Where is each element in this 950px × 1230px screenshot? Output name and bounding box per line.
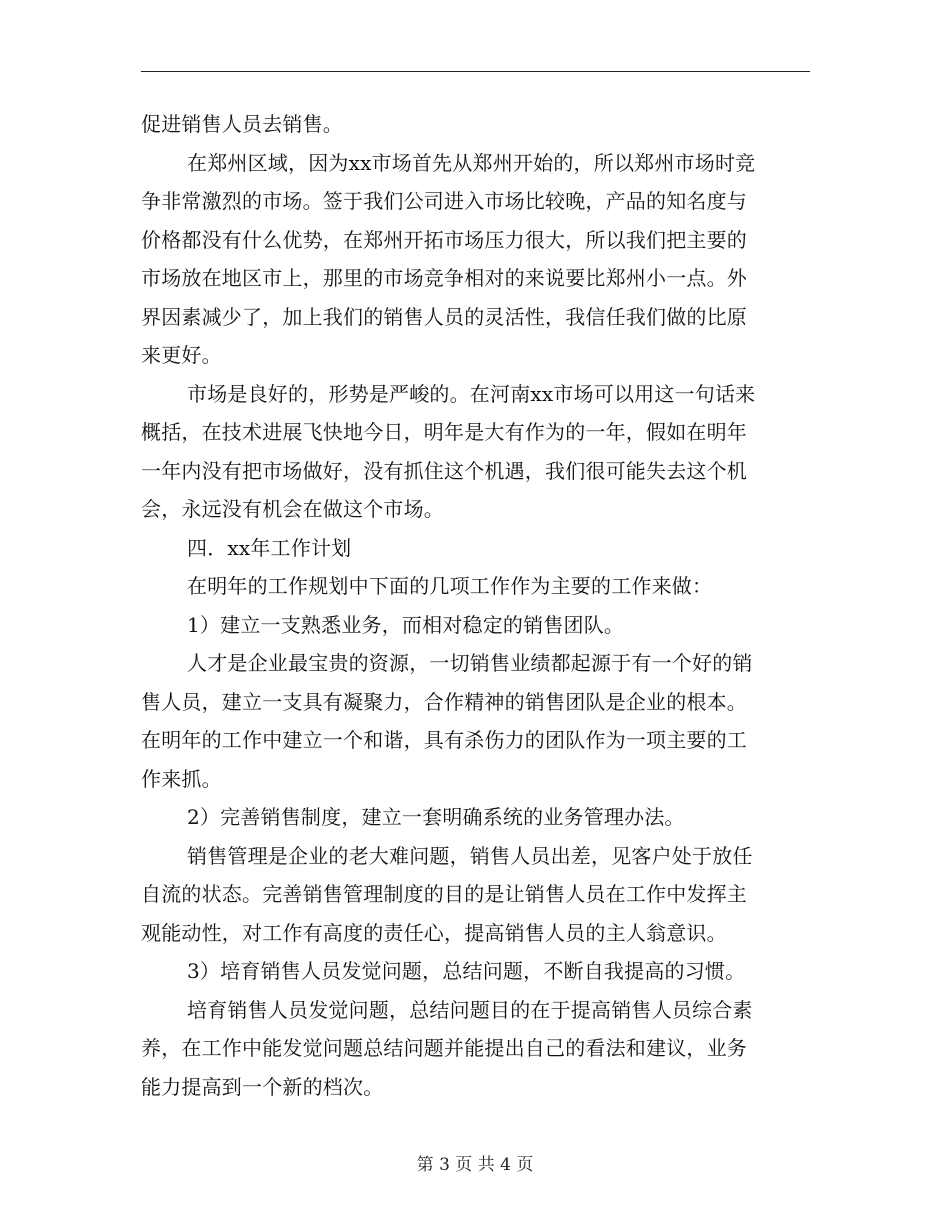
paragraph-first-line: 销售管理是企业的老大难问题，销售人员出差，见客户处于放任 [187,843,753,868]
body-line: 促进销售人员去销售。 [141,112,343,136]
paragraph-first-line: 人才是企业最宝贵的资源，一切销售业绩都起源于有一个好的销 [187,651,753,675]
body-line: 来更好。 [141,343,222,367]
paragraph-first-line: 培育销售人员发觉问题，总结问题目的在于提高销售人员综合素 [187,997,753,1022]
body-line: 争非常激烈的市场。签于我们公司进入市场比较晚，产品的知名度与 [141,189,747,213]
body-line: 养，在工作中能发觉问题总结问题并能提出自己的看法和建议，业务 [141,1036,747,1060]
body-line: 概括，在技术进展飞快地今日，明年是大有作为的一年，假如在明年 [141,420,747,444]
paragraph-first-line: 市场是良好的，形势是严峻的。在河南xx市场可以用这一句话来 [187,381,756,406]
paragraph-first-line: 在郑州区域，因为xx市场首先从郑州开始的，所以郑州市场时竞 [187,150,756,175]
body-line: 在明年的工作中建立一个和谐，具有杀伤力的团队作为一项主要的工 [141,728,747,752]
body-line: 市场放在地区市上，那里的市场竞争相对的来说要比郑州小一点。外 [141,266,747,290]
header-rule [141,71,810,72]
body-line: 会，永远没有机会在做这个市场。 [141,497,444,521]
body-line: 界因素减少了，加上我们的销售人员的灵活性，我信任我们做的比原 [141,304,747,329]
list-item-heading: 3）培育销售人员发觉问题，总结问题，不断自我提高的习惯。 [187,959,746,983]
page-number-footer: 第 3 页 共 4 页 [416,1155,534,1175]
body-line: 售人员，建立一支具有凝聚力，合作精神的销售团队是企业的根本。 [141,689,747,714]
document-body [141,105,810,1106]
body-line: 自流的状态。完善销售管理制度的目的是让销售人员在工作中发挥主 [141,882,747,906]
body-line: 一年内没有把市场做好，没有抓住这个机遇，我们很可能失去这个机 [141,458,747,483]
body-line: 价格都没有什么优势，在郑州开拓市场压力很大，所以我们把主要的 [141,227,747,252]
paragraph-first-line: 在明年的工作规划中下面的几项工作作为主要的工作来做： [187,574,713,598]
body-line: 能力提高到一个新的档次。 [141,1074,384,1099]
list-item-heading: 2）完善销售制度，建立一套明确系统的业务管理办法。 [187,805,685,829]
body-line: 观能动性，对工作有高度的责任心，提高销售人员的主人翁意识。 [141,920,727,945]
body-line: 作来抓。 [141,766,222,791]
section-heading: 四．xx年工作计划 [187,535,352,560]
list-item-heading: 1）建立一支熟悉业务，而相对稳定的销售团队。 [187,612,625,637]
